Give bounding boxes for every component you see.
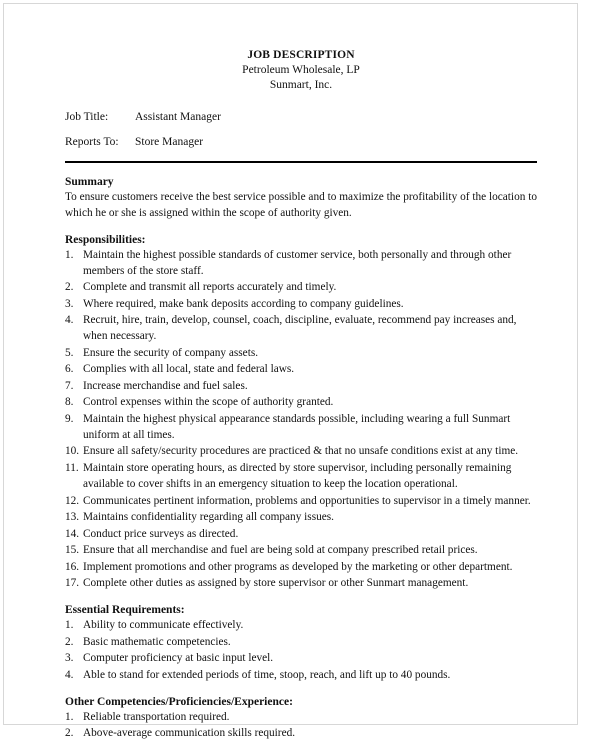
list-item-number: 12. [65,494,80,507]
responsibilities-heading: Responsibilities: [65,233,146,246]
list-item-number: 8. [65,396,74,409]
list-item-text: Maintain store operating hours, as directed by store supervisor, including personally remaining available to cover shifts in an emergency situation to keep the location operational. [83,461,512,491]
list-item-text: Ensure that all merchandise and fuel are being sold at company prescribed retail prices. [83,544,478,557]
section-essential-requirements [65,604,537,683]
list-item [65,443,537,459]
list-item [65,394,537,410]
list-item-number: 10. [65,445,80,458]
list-item-text: Ensure all safety/security procedures are practiced & that no unsafe conditions exist at any time. [83,445,519,458]
list-item-text: Communicates pertinent information, problems and opportunities to supervisor in a timely manner. [83,494,531,507]
job-title-value: Assistant Manager [135,110,221,123]
list-item-number: 9. [65,412,74,425]
list-item [65,493,537,509]
list-item-number: 5. [65,346,74,359]
list-item-number: 15. [65,544,80,557]
list-item-text: Ensure the security of company assets. [83,346,259,359]
document-content [65,48,537,742]
job-meta-fields [65,111,537,148]
section-other-competencies [65,696,537,742]
list-item [65,296,537,312]
list-item [65,542,537,558]
list-item-text: Ability to communicate effectively. [83,619,244,632]
summary-heading: Summary [65,175,114,188]
list-item-number: 2. [65,635,74,648]
list-item [65,575,537,591]
other-competencies-list [65,709,537,742]
list-item-number: 1. [65,710,74,723]
list-item-number: 4. [65,314,74,327]
list-item-text: Reliable transportation required. [83,710,230,723]
list-item-text: Increase merchandise and fuel sales. [83,379,248,392]
list-item-number: 2. [65,727,74,740]
list-item-number: 17. [65,577,80,590]
list-item-text: Implement promotions and other programs as developed by the marketing or other department. [83,560,513,573]
list-item-number: 1. [65,248,74,261]
responsibilities-list [65,247,537,592]
organization-line-2: Sunmart, Inc. [269,79,333,92]
list-item [65,312,537,344]
document-header [65,48,537,94]
list-item [65,378,537,394]
list-item-number: 14. [65,527,80,540]
list-item-number: 6. [65,363,74,376]
list-item [65,411,537,443]
reports-to-value: Store Manager [135,135,204,148]
section-summary [65,176,537,221]
list-item [65,617,537,633]
field-row-job-title [65,111,537,123]
list-item-text: Complete other duties as assigned by store supervisor or other Sunmart management. [83,577,469,590]
list-item [65,247,537,279]
list-item-text: Recruit, hire, train, develop, counsel, coach, discipline, evaluate, recommend pay increases and, when necessary. [83,314,517,343]
list-item [65,460,537,492]
list-item-number: 7. [65,379,74,392]
organization-line-1: Petroleum Wholesale, LP [242,64,360,77]
list-item [65,361,537,377]
list-item-text: Above-average communication skills required. [83,727,296,740]
essential-requirements-heading: Essential Requirements: [65,604,185,617]
other-competencies-heading: Other Competencies/Proficiencies/Experience: [65,695,293,708]
list-item [65,559,537,575]
essential-requirements-list [65,617,537,683]
list-item-number: 4. [65,668,74,681]
job-title-label: Job Title: [65,110,109,123]
document-title: JOB DESCRIPTION [247,49,355,61]
list-item-number: 2. [65,281,74,294]
list-item [65,709,537,725]
list-item-number: 3. [65,652,74,665]
list-item-number: 3. [65,297,74,310]
list-item-number: 1. [65,619,74,632]
list-item [65,650,537,666]
list-item-number: 11. [65,461,79,474]
summary-text: To ensure customers receive the best service possible and to maximize the profitability of the location to which he or she is assigned within the scope of authority given. [65,190,537,219]
list-item-number: 13. [65,511,80,524]
reports-to-label: Reports To: [65,135,119,148]
list-item [65,509,537,525]
list-item-text: Complies with all local, state and federal laws. [83,363,295,376]
list-item-text: Maintain the highest possible standards of customer service, both personally and through other members of the store staff. [83,248,512,277]
list-item-text: Where required, make bank deposits according to company guidelines. [83,297,404,310]
horizontal-rule [65,161,537,163]
list-item [65,279,537,295]
list-item [65,634,537,650]
list-item-text: Maintains confidentiality regarding all company issues. [83,511,334,524]
list-item-text: Complete and transmit all reports accurately and timely. [83,281,337,294]
list-item [65,526,537,542]
list-item-text: Control expenses within the scope of authority granted. [83,396,334,409]
list-item-text: Conduct price surveys as directed. [83,527,239,540]
list-item [65,667,537,683]
list-item-number: 16. [65,560,80,573]
field-row-reports-to [65,136,537,148]
list-item-text: Computer proficiency at basic input level. [83,652,274,665]
list-item-text: Able to stand for extended periods of time, stoop, reach, and lift up to 40 pounds. [83,668,451,681]
section-responsibilities [65,234,537,592]
list-item-text: Basic mathematic competencies. [83,635,231,648]
list-item [65,725,537,741]
list-item-text: Maintain the highest physical appearance standards possible, including wearing a full Sunmart uniform at all times. [83,412,511,441]
list-item [65,345,537,361]
